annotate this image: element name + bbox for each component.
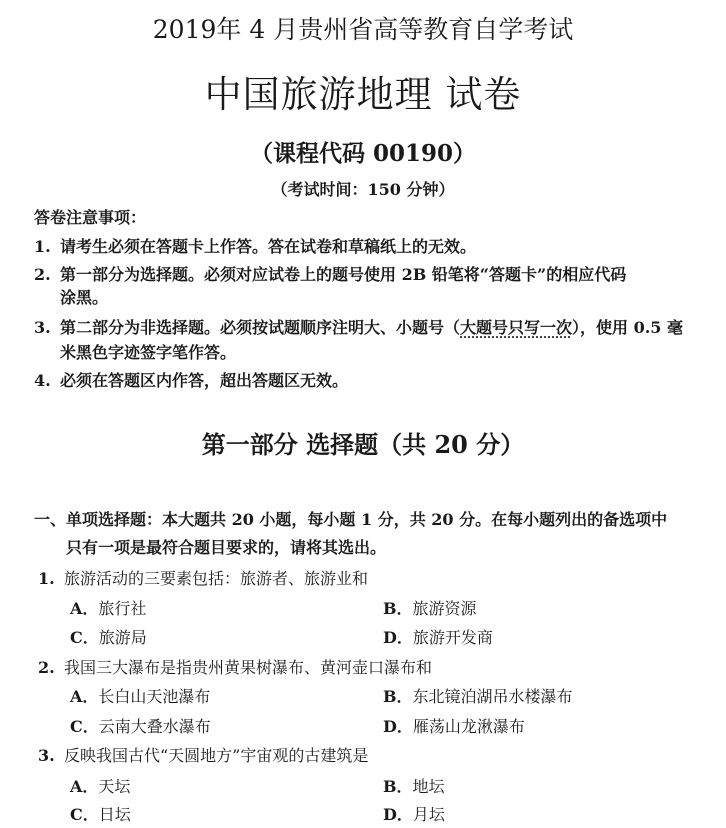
note-text: 第二部分为非选择题。必须按试题顺序注明大、小题号（ xyxy=(60,318,461,337)
note-number: 3. xyxy=(34,318,51,337)
note-number: 4. xyxy=(34,371,51,390)
question-text: 旅游活动的三要素包括：旅游者、旅游业和 xyxy=(64,569,369,588)
option-key: C． xyxy=(70,805,99,824)
question-text: 反映我国古代“天圆地方”宇宙观的古建筑是 xyxy=(64,746,369,765)
part-heading: 第一部分 选择题（共 20 分） xyxy=(201,430,525,459)
note-item xyxy=(34,315,683,338)
option-key: A． xyxy=(70,687,99,706)
option-b xyxy=(383,596,477,619)
option-key: C． xyxy=(70,628,99,647)
option-a xyxy=(70,774,130,797)
question-stem xyxy=(38,743,368,766)
note-text-continued: 涂黑。 xyxy=(60,288,109,307)
option-a xyxy=(70,684,210,707)
option-c xyxy=(70,714,211,737)
option-text: 雁荡山龙湫瀑布 xyxy=(412,717,525,736)
note-text: ），使用 0.5 毫 xyxy=(572,318,684,337)
option-text: 月坛 xyxy=(412,805,445,824)
note-item xyxy=(34,368,348,391)
option-key: B． xyxy=(383,599,413,618)
notes-heading: 答卷注意事项： xyxy=(34,208,147,227)
option-text: 东北镜泊湖吊水楼瀑布 xyxy=(412,687,573,706)
course-code: （课程代码 00190） xyxy=(249,140,477,167)
section-label: 一、 xyxy=(34,510,67,529)
option-text: 长白山天池瀑布 xyxy=(98,687,211,706)
section-intro xyxy=(34,507,667,530)
question-stem xyxy=(38,655,432,678)
option-text: 旅行社 xyxy=(98,599,147,618)
option-d xyxy=(383,802,445,825)
question-number: 2. xyxy=(38,658,55,677)
option-text: 天坛 xyxy=(98,777,131,796)
section-text: 单项选择题：本大题共 20 小题，每小题 1 分，共 20 分。在每小题列出的备选项中 xyxy=(66,510,668,529)
section-intro-continued: 只有一项是最符合题目要求的，请将其选出。 xyxy=(66,538,387,557)
option-text: 旅游局 xyxy=(98,628,147,647)
option-key: A． xyxy=(70,777,99,796)
option-d xyxy=(383,714,525,737)
question-number: 1. xyxy=(38,569,55,588)
option-key: A． xyxy=(70,599,99,618)
option-c xyxy=(70,802,131,825)
option-b xyxy=(383,774,445,797)
option-text: 云南大叠水瀑布 xyxy=(98,717,211,736)
note-text-continued: 米黑色字迹签字笔作答。 xyxy=(60,343,237,362)
question-stem xyxy=(38,566,368,589)
option-text: 地坛 xyxy=(412,777,445,796)
option-d xyxy=(383,625,493,648)
note-number: 2. xyxy=(34,265,51,284)
question-text: 我国三大瀑布是指贵州黄果树瀑布、黄河壶口瀑布和 xyxy=(64,658,433,677)
note-item xyxy=(34,234,476,257)
exam-title: 2019年 4 月贵州省高等教育自学考试 xyxy=(152,15,574,44)
question-number: 3. xyxy=(38,746,55,765)
note-number: 1. xyxy=(34,237,51,256)
note-text: 第一部分为选择题。必须对应试卷上的题号使用 2B 铅笔将“答题卡”的相应代码 xyxy=(60,265,627,284)
note-text: 请考生必须在答题卡上作答。答在试卷和草稿纸上的无效。 xyxy=(60,237,477,256)
note-emphasis: 大题号只写一次 xyxy=(460,318,573,337)
option-text: 旅游开发商 xyxy=(412,628,493,647)
option-key: D． xyxy=(383,628,413,647)
option-text: 日坛 xyxy=(98,805,131,824)
option-c xyxy=(70,625,147,648)
option-b xyxy=(383,684,573,707)
option-key: B． xyxy=(383,777,413,796)
option-text: 旅游资源 xyxy=(412,599,477,618)
note-item xyxy=(34,262,626,285)
option-key: D． xyxy=(383,805,413,824)
option-a xyxy=(70,596,146,619)
option-key: B． xyxy=(383,687,413,706)
option-key: C． xyxy=(70,717,99,736)
note-text: 必须在答题区内作答，超出答题区无效。 xyxy=(60,371,349,390)
option-key: D． xyxy=(383,717,413,736)
exam-time: （考试时间：150 分钟） xyxy=(271,180,455,199)
paper-title: 中国旅游地理 试卷 xyxy=(204,73,522,116)
